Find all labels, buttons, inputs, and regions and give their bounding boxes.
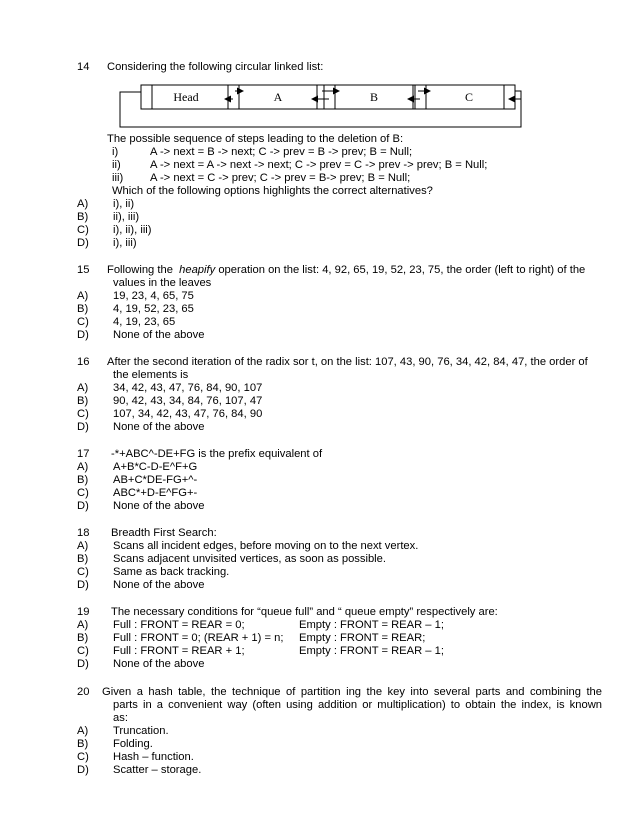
option-text: None of the above (113, 329, 205, 341)
option-text: None of the above (113, 579, 205, 591)
option-label: D) (77, 500, 89, 512)
option-label: C) (77, 224, 89, 236)
question-15-text-after: operation on the list: 4, 92, 65, 19, 52, 23, 75, the order (left to right) of the (218, 264, 586, 276)
step-number: ii) (112, 159, 121, 171)
option-label: B) (77, 553, 89, 565)
node-label-head: Head (173, 90, 199, 104)
option-text: Scatter – storage. (113, 764, 202, 776)
option-label: B) (77, 738, 89, 750)
option-text: i), ii) (113, 198, 135, 210)
option-label: D) (77, 329, 89, 341)
question-14-number: 14 (77, 61, 90, 73)
option-label: C) (77, 751, 89, 763)
question-20-text-line-2: parts in a convenient way (often using addition or multiplication) to obtain the index, is known (113, 699, 602, 711)
option-text: i), ii), iii) (113, 224, 152, 236)
question-16-number: 16 (77, 356, 90, 368)
question-14-intro: The possible sequence of steps leading to the deletion of B: (107, 133, 404, 145)
option-label: B) (77, 395, 89, 407)
option-label: D) (77, 764, 89, 776)
option-full-condition: Full : FRONT = REAR = 0; (113, 619, 245, 631)
question-16-text: After the second iteration of the radix sor t, on the list: 107, 43, 90, 76, 34, 42, 84, 47, the order of (107, 356, 588, 368)
node-b (324, 85, 424, 109)
option-text: 34, 42, 43, 47, 76, 84, 90, 107 (113, 382, 263, 394)
option-text: None of the above (113, 500, 205, 512)
node-c (415, 85, 515, 109)
option-full-condition: Full : FRONT = REAR + 1; (113, 645, 245, 657)
node-head (141, 85, 241, 109)
option-text: Hash – function. (113, 751, 194, 763)
option-label: C) (77, 316, 89, 328)
option-text: Same as back tracking. (113, 566, 230, 578)
option-text: 4, 19, 52, 23, 65 (113, 303, 194, 315)
option-label: C) (77, 645, 89, 657)
option-label: A) (77, 290, 89, 302)
step-text: A -> next = A -> next -> next; C -> prev = C -> prev -> prev; B = Null; (150, 159, 488, 171)
option-text: 4, 19, 23, 65 (113, 316, 176, 328)
option-text: AB+C*DE-FG+^- (113, 474, 198, 486)
option-label: B) (77, 303, 89, 315)
question-19-text: The necessary conditions for “queue full” and “ queue empty” respectively are: (111, 606, 498, 618)
option-text: A+B*C-D-E^F+G (113, 461, 198, 473)
question-20-number: 20 (77, 686, 90, 698)
option-text: Folding. (113, 738, 153, 750)
node-label-c: C (464, 90, 474, 104)
circular-linked-list-diagram (113, 81, 523, 131)
option-label: A) (77, 540, 89, 552)
option-label: A) (77, 725, 89, 737)
question-18-number: 18 (77, 527, 90, 539)
question-20-text-line-1: Given a hash table, the technique of partition ing the key into several parts and combining the (102, 686, 602, 698)
question-19-number: 19 (77, 606, 90, 618)
question-15-text-before: Following the (107, 264, 173, 276)
option-label: B) (77, 474, 89, 486)
option-full-condition: Full : FRONT = 0; (REAR + 1) = n; (113, 632, 284, 644)
option-label: D) (77, 579, 89, 591)
option-label: D) (77, 237, 89, 249)
option-label: C) (77, 408, 89, 420)
step-number: i) (112, 146, 119, 158)
question-15-number: 15 (77, 264, 90, 276)
option-label: C) (77, 566, 89, 578)
question-14-prompt: Which of the following options highlights the correct alternatives? (112, 185, 433, 197)
question-18-text: Breadth First Search: (111, 527, 217, 539)
option-empty-condition: Empty : FRONT = REAR – 1; (299, 645, 444, 657)
question-16-text-cont: the elements is (113, 369, 189, 381)
node-label-a: A (273, 90, 283, 104)
option-text: ABC*+D-E^FG+- (113, 487, 198, 499)
step-text: A -> next = B -> next; C -> prev = B -> prev; B = Null; (150, 146, 413, 158)
question-17-text: -*+ABC^-DE+FG is the prefix equivalent of (111, 448, 323, 460)
option-text: 107, 34, 42, 43, 47, 76, 84, 90 (113, 408, 263, 420)
question-15-text-emph: heapify (179, 264, 216, 276)
option-empty-condition: Empty : FRONT = REAR; (299, 632, 426, 644)
option-text: Scans all incident edges, before moving on to the next vertex. (113, 540, 419, 552)
option-label: C) (77, 487, 89, 499)
option-text: 90, 42, 43, 34, 84, 76, 107, 47 (113, 395, 263, 407)
option-text: Truncation. (113, 725, 169, 737)
question-17-number: 17 (77, 448, 90, 460)
option-label: D) (77, 421, 89, 433)
question-15-text-cont: values in the leaves (113, 277, 212, 289)
option-text: 19, 23, 4, 65, 75 (113, 290, 194, 302)
option-label: A) (77, 461, 89, 473)
step-number: iii) (112, 172, 124, 184)
option-label: A) (77, 382, 89, 394)
option-text: Scans adjacent unvisited vertices, as soon as possible. (113, 553, 387, 565)
option-text: None of the above (113, 421, 205, 433)
question-20-text-line-3: as: (113, 712, 128, 724)
question-14-text: Considering the following circular linked list: (107, 61, 324, 73)
node-label-b: B (369, 90, 379, 104)
option-text: i), iii) (113, 237, 137, 249)
option-label: B) (77, 211, 89, 223)
option-empty-condition: Empty : FRONT = REAR – 1; (299, 619, 444, 631)
question-15-text (107, 264, 585, 277)
node-a (228, 85, 328, 109)
option-label: A) (77, 619, 89, 631)
option-label: B) (77, 632, 89, 644)
option-label: A) (77, 198, 89, 210)
option-label: D) (77, 658, 89, 670)
step-text: A -> next = C -> prev; C -> prev = B-> prev; B = Null; (150, 172, 411, 184)
option-text: ii), iii) (113, 211, 140, 223)
option-text: None of the above (113, 658, 205, 670)
